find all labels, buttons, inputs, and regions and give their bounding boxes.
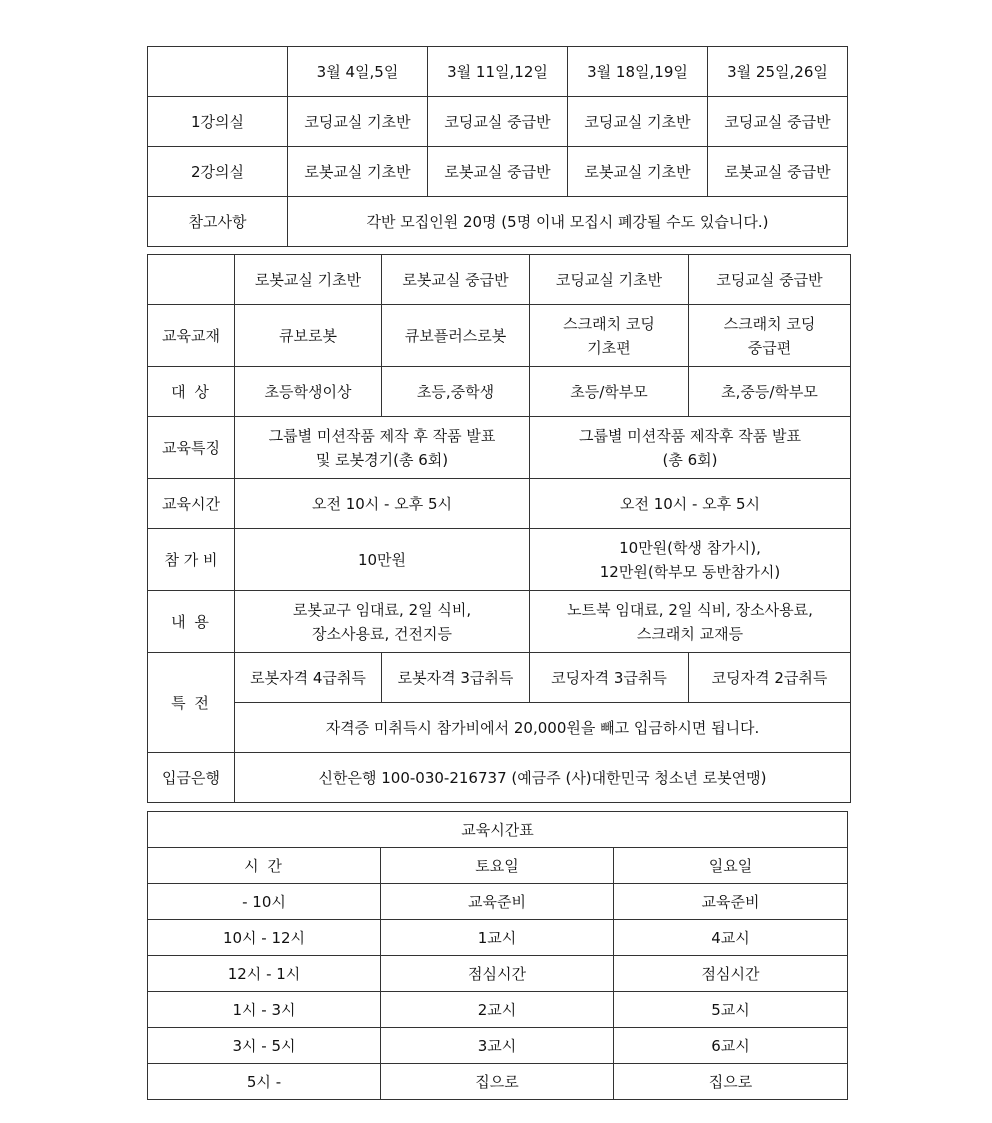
schedule-corner: [148, 47, 288, 97]
coding-feature-cell: [530, 417, 851, 479]
robot-feature-cell: [235, 417, 530, 479]
timetable-row: [148, 1064, 848, 1100]
benefit-note-row: [148, 703, 851, 753]
benefit-cell: 로봇자격 3급취득: [382, 653, 530, 703]
coding-contents-cell: [530, 591, 851, 653]
timetable-row: [148, 920, 848, 956]
coding-fee-cell: [530, 529, 851, 591]
material-line: 기초편: [587, 338, 631, 357]
feature-line: (총 6회): [662, 450, 718, 469]
timetable-title-row: [148, 812, 848, 848]
course-header: 코딩교실 기초반: [530, 255, 689, 305]
course-header: 로봇교실 기초반: [235, 255, 382, 305]
feature-line: 그룹별 미션작품 제작 후 작품 발표: [268, 426, 496, 445]
schedule-date: 3월 4일,5일: [288, 47, 428, 97]
benefit-cell: 코딩자격 3급취득: [530, 653, 689, 703]
details-table: [147, 254, 851, 803]
class-cell: 로봇교실 중급반: [708, 147, 848, 197]
sunday-cell: 교육준비: [614, 884, 848, 920]
material-line: 스크래치 코딩: [723, 314, 816, 333]
course-header: 코딩교실 중급반: [689, 255, 851, 305]
time-cell: 3시 - 5시: [148, 1028, 381, 1064]
benefit-cell: 로봇자격 4급취득: [235, 653, 382, 703]
row-label: 교육특징: [148, 417, 235, 479]
target-row: [148, 367, 851, 417]
row-label: 내 용: [148, 591, 235, 653]
timetable-header: 일요일: [614, 848, 848, 884]
feature-line: 그룹별 미션작품 제작후 작품 발표: [579, 426, 801, 445]
contents-line: 스크래치 교재등: [636, 624, 744, 643]
timetable-row: [148, 1028, 848, 1064]
room-label: 1강의실: [148, 97, 288, 147]
class-cell: 코딩교실 기초반: [288, 97, 428, 147]
saturday-cell: 2교시: [381, 992, 614, 1028]
row-label: 특 전: [148, 653, 235, 753]
material-line: 스크래치 코딩: [563, 314, 655, 333]
material-cell: [689, 305, 851, 367]
class-cell: 코딩교실 중급반: [428, 97, 568, 147]
time-cell: - 10시: [148, 884, 381, 920]
class-cell: 코딩교실 기초반: [568, 97, 708, 147]
sunday-cell: 4교시: [614, 920, 848, 956]
timetable-header: 시 간: [148, 848, 381, 884]
target-cell: 초등학생이상: [235, 367, 382, 417]
material-line: 중급편: [747, 338, 792, 357]
class-cell: 로봇교실 기초반: [288, 147, 428, 197]
robot-contents-cell: [235, 591, 530, 653]
sunday-cell: 5교시: [614, 992, 848, 1028]
feature-line: 및 로봇경기(총 6회): [315, 450, 449, 469]
target-cell: 초등,중학생: [382, 367, 530, 417]
row-label: 입금은행: [148, 753, 235, 803]
class-cell: 로봇교실 중급반: [428, 147, 568, 197]
material-cell: 큐보플러스로봇: [382, 305, 530, 367]
fee-line: 12만원(학부모 동반참가시): [599, 562, 781, 581]
schedule-date: 3월 25일,26일: [708, 47, 848, 97]
saturday-cell: 점심시간: [381, 956, 614, 992]
contents-row: [148, 591, 851, 653]
class-cell: 로봇교실 기초반: [568, 147, 708, 197]
time-cell: 10시 - 12시: [148, 920, 381, 956]
coding-hours-cell: 오전 10시 - 오후 5시: [530, 479, 851, 529]
sunday-cell: 점심시간: [614, 956, 848, 992]
bank-row: [148, 753, 851, 803]
details-header-row: [148, 255, 851, 305]
saturday-cell: 교육준비: [381, 884, 614, 920]
saturday-cell: 3교시: [381, 1028, 614, 1064]
material-cell: 큐보로봇: [235, 305, 382, 367]
schedule-row: [148, 97, 848, 147]
time-cell: 1시 - 3시: [148, 992, 381, 1028]
note-label: 참고사항: [148, 197, 288, 247]
row-label: 대 상: [148, 367, 235, 417]
schedule-date: 3월 18일,19일: [568, 47, 708, 97]
timetable-row: [148, 992, 848, 1028]
saturday-cell: 집으로: [381, 1064, 614, 1100]
sunday-cell: 6교시: [614, 1028, 848, 1064]
bank-info: 신한은행 100-030-216737 (예금주 (사)대한민국 청소년 로봇연맹): [235, 753, 851, 803]
note-text: 각반 모집인원 20명 (5명 이내 모집시 폐강될 수도 있습니다.): [288, 197, 848, 247]
schedule-note-row: [148, 197, 848, 247]
benefit-cell: 코딩자격 2급취득: [689, 653, 851, 703]
target-cell: 초,중등/학부모: [689, 367, 851, 417]
row-label: 교육교재: [148, 305, 235, 367]
schedule-row: [148, 147, 848, 197]
schedule-header-row: [148, 47, 848, 97]
fee-line: 10만원(학생 참가시),: [619, 538, 761, 557]
contents-line: 노트북 임대료, 2일 식비, 장소사용료,: [567, 600, 813, 619]
class-cell: 코딩교실 중급반: [708, 97, 848, 147]
timetable-header: 토요일: [381, 848, 614, 884]
hours-row: [148, 479, 851, 529]
timetable-row: [148, 884, 848, 920]
time-cell: 5시 -: [148, 1064, 381, 1100]
material-cell: [530, 305, 689, 367]
robot-hours-cell: 오전 10시 - 오후 5시: [235, 479, 530, 529]
row-label: 참 가 비: [148, 529, 235, 591]
features-row: [148, 417, 851, 479]
timetable: [147, 811, 848, 1100]
timetable-title: 교육시간표: [148, 812, 848, 848]
materials-row: [148, 305, 851, 367]
contents-line: 장소사용료, 건전지등: [312, 624, 452, 643]
benefit-row: [148, 653, 851, 703]
schedule-table: [147, 46, 848, 247]
contents-line: 로봇교구 임대료, 2일 식비,: [292, 600, 472, 619]
schedule-date: 3월 11일,12일: [428, 47, 568, 97]
robot-fee-cell: 10만원: [235, 529, 530, 591]
room-label: 2강의실: [148, 147, 288, 197]
time-cell: 12시 - 1시: [148, 956, 381, 992]
benefit-note: 자격증 미취득시 참가비에서 20,000원을 빼고 입금하시면 됩니다.: [235, 703, 851, 753]
timetable-header-row: [148, 848, 848, 884]
row-label: 교육시간: [148, 479, 235, 529]
timetable-row: [148, 956, 848, 992]
saturday-cell: 1교시: [381, 920, 614, 956]
course-header: 로봇교실 중급반: [382, 255, 530, 305]
sunday-cell: 집으로: [614, 1064, 848, 1100]
details-corner: [148, 255, 235, 305]
fee-row: [148, 529, 851, 591]
target-cell: 초등/학부모: [530, 367, 689, 417]
